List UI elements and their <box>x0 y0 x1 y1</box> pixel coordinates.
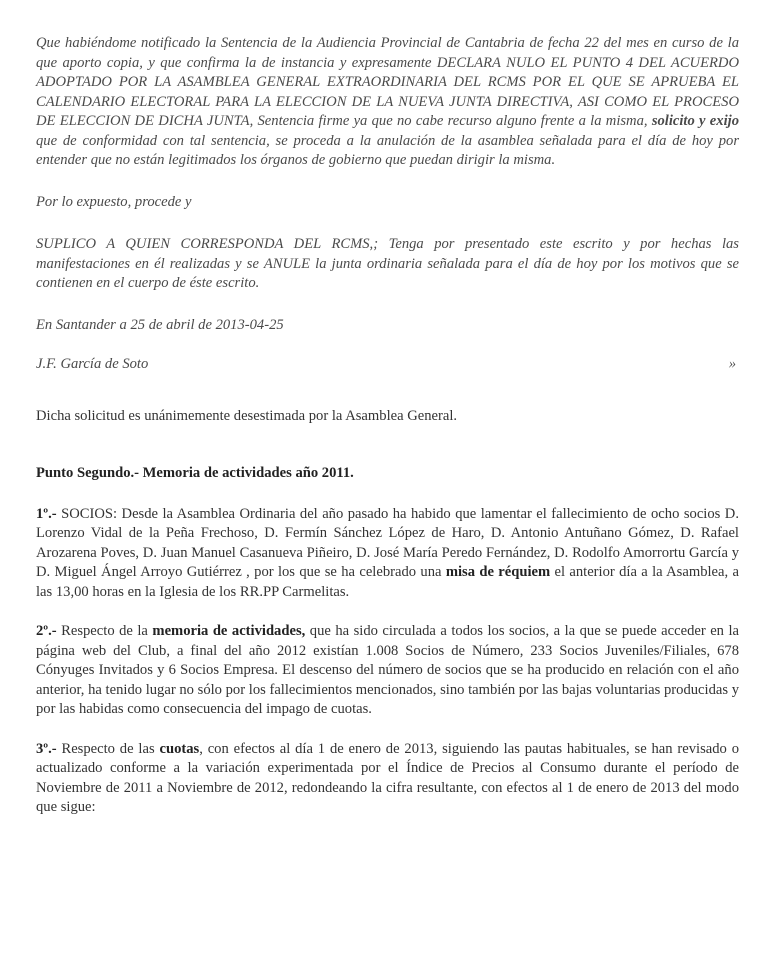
signature-name: J.F. García de Soto <box>36 356 149 372</box>
quoted-request-paragraph <box>36 34 739 171</box>
item-2-text-start: Respecto de la <box>56 623 153 639</box>
item-1-paragraph <box>36 505 739 603</box>
item-3-number: 3º.- <box>36 740 57 757</box>
date-line: En Santander a 25 de abril de 2013-04-25 <box>36 316 284 333</box>
item-3-text-end: , con efectos al día 1 de enero de 2013, siguiendo las pautas habituales, se han revisado o actualizado conforme a la variación experimentada por el Índice de Precios al Consumo durante el período de Noviembre de 2011 a Noviembre de 2012, redondeando la cifra resultante, con efectos al 1 de enero de 2013 del modo que sigue: <box>36 740 739 815</box>
item-2-paragraph <box>36 622 739 720</box>
item-1-number: 1º.- <box>36 505 57 522</box>
item-3-bold-text: cuotas <box>159 740 200 757</box>
quote-bold-text: solicito y exijo <box>651 113 739 129</box>
quote-text-start: Que habiéndome notificado la Sentencia de la Audiencia Provincial de Cantabria de fecha 22 del mes en curso de la que aporto copia, y que confirma la de instancia y expresamente DECLARA NULO EL PUNTO 4 DEL ACUERDO ADOPTADO POR LA ASAMBLEA GENERAL EXTRAORDINARIA DEL RCMS POR EL QUE SE APRUEBA EL CALENDARIO ELECTORAL PARA LA ELECCION DE LA NUEVA JUNTA DIRECTIVA, ASI COMO EL PROCESO DE ELECCION DE DICHA JUNTA, Sentencia firme ya que no cabe recurso alguno frente a la misma, <box>36 35 739 129</box>
signature-line <box>36 355 739 375</box>
item-3-text-start: Respecto de las <box>56 740 160 757</box>
document-page <box>36 34 739 818</box>
resolution-statement: Dicha solicitud es unánimemente desestimada por la Asamblea General. <box>36 407 458 424</box>
closing-quote-mark: » <box>728 356 736 372</box>
item-2-number: 2º.- <box>36 623 57 639</box>
quote-text-end: que de conformidad con tal sentencia, se proceda a la anulación de la asamblea señalada para el día de hoy por entender que no están legitimados los órganos de gobierno que puedan dirigir la misma. <box>36 132 739 168</box>
item-3-paragraph <box>36 740 739 818</box>
item-2-text-end: que ha sido circulada a todos los socios, a la que se puede acceder en la página web del Club, a final del año 2012 existían 1.008 Socios de Número, 233 Socios Juveniles/Filiales, 678 Cónyuges Invitados y 6 Socios Empresa. El descenso del número de socios que se ha producido en relación con el año anterior, ha tenido lugar no sólo por los fallecimientos mencionados, sino también por las bajas voluntarias producidas y por las habidas como consecuencia del impago de cuotas. <box>36 623 739 717</box>
suplico-paragraph: SUPLICO A QUIEN CORRESPONDA DEL RCMS,; Tenga por presentado este escrito y por hechas las manifestaciones en él realizadas y se ANULE la junta ordinaria señalada para el día de hoy por los motivos que se contienen en el cuerpo de éste escrito. <box>36 236 739 291</box>
section-heading: Punto Segundo.- Memoria de actividades año 2011. <box>36 465 354 481</box>
item-1-text-start: SOCIOS: Desde la Asamblea Ordinaria del año pasado ha habido que lamentar el fallecimiento de ocho socios D. Lorenzo Vidal de la Peña Frechoso, D. Fermín Sánchez López de Haro, D. Antonio Antuñano Gómez, D. Rafael Arozarena Poves, D. Juan Manuel Casanueva Piñeiro, D. José María Peredo Fernández, D. Rodolfo Amorrortu García y D. Miguel Ángel Arroyo Gutiérrez , por los que se ha celebrado una <box>36 505 739 580</box>
item-2-bold-text: memoria de actividades, <box>152 623 306 639</box>
item-1-bold-text: misa de réquiem <box>445 564 551 580</box>
item-1-text-end: el anterior día a la Asamblea, a las 13,00 horas en la Iglesia de los RR.PP Carmelitas. <box>36 564 739 600</box>
procede-line: Por lo expuesto, procede y <box>36 193 192 210</box>
